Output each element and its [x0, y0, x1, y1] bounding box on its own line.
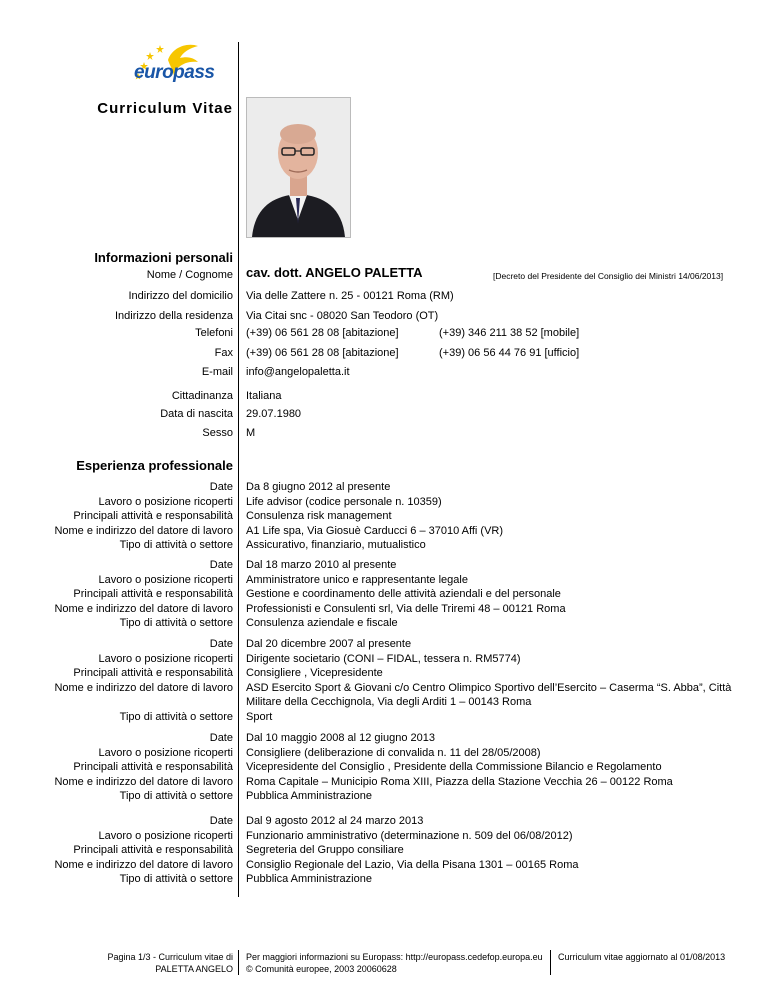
- value-activities: Vicepresidente del Consiglio , Presidente della Commissione Bilancio e Regolamento: [246, 761, 662, 774]
- value-employer: Professionisti e Consulenti srl, Via delle Triremi 48 – 00121 Roma: [246, 602, 566, 615]
- label-employer: Nome e indirizzo del datore di lavoro: [54, 775, 233, 788]
- label-employer: Nome e indirizzo del datore di lavoro: [54, 524, 233, 537]
- value-employer: Roma Capitale – Municipio Roma XIII, Piazza della Stazione Vecchia 26 – 00122 Roma: [246, 775, 673, 788]
- label-date: Date: [209, 481, 233, 493]
- value-position: Life advisor (codice personale n. 10359): [246, 495, 442, 508]
- label-activities: Principali attività e responsabilità: [73, 844, 233, 857]
- value-position: Funzionario amministrativo (determinazione n. 509 del 06/08/2012): [246, 829, 573, 842]
- label-position: Lavoro o posizione ricoperti: [98, 495, 233, 508]
- residence-label: Indirizzo della residenza: [114, 310, 233, 322]
- section-personal: Informazioni personali: [94, 250, 233, 265]
- value-date: Dal 20 dicembre 2007 al presente: [246, 638, 412, 650]
- decree-note: [Decreto del Presidente del Consiglio dei Ministri 14/06/2013]: [493, 271, 724, 281]
- entry-values: [246, 558, 566, 631]
- label-employer: Nome e indirizzo del datore di lavoro: [54, 858, 233, 871]
- entry-labels: [54, 814, 233, 887]
- section-experience: Esperienza professionale: [76, 458, 233, 473]
- value-sector: Sport: [246, 710, 273, 723]
- sex-value: M: [246, 427, 256, 439]
- value-sector: Pubblica Amministrazione: [246, 873, 372, 886]
- value-activities: Consigliere , Vicepresidente: [246, 667, 383, 680]
- fax-value-2: (+39) 06 56 44 76 91 [ufficio]: [439, 347, 580, 359]
- label-activities: Principali attività e responsabilità: [73, 667, 233, 680]
- label-position: Lavoro o posizione ricoperti: [98, 829, 233, 842]
- footer-divider-2: [550, 950, 551, 975]
- label-activities: Principali attività e responsabilità: [73, 510, 233, 523]
- label-employer: Nome e indirizzo del datore di lavoro: [54, 602, 233, 615]
- value-employer-cont: Militare della Cecchignola, Via degli Arditi 1 – 00143 Roma: [246, 696, 532, 709]
- footer-page-info: [107, 952, 233, 975]
- phone-value-1: (+39) 06 561 28 08 [abitazione]: [246, 327, 399, 339]
- label-position: Lavoro o posizione ricoperti: [98, 652, 233, 665]
- label-activities: Principali attività e responsabilità: [73, 588, 233, 601]
- value-position: Amministratore unico e rappresentante legale: [246, 573, 468, 586]
- label-sector: Tipo di attività o settore: [119, 539, 233, 552]
- name-value: cav. dott. ANGELO PALETTA: [246, 265, 423, 280]
- value-sector: Consulenza aziendale e fiscale: [246, 617, 398, 630]
- footer-page-line1: Pagina 1/3 - Curriculum vitae di: [107, 952, 233, 962]
- value-activities: Gestione e coordinamento delle attività aziendali e del personale: [246, 588, 561, 601]
- profile-photo: [246, 97, 351, 238]
- label-date: Date: [209, 559, 233, 571]
- label-position: Lavoro o posizione ricoperti: [98, 573, 233, 586]
- citizenship-label: Cittadinanza: [171, 390, 233, 402]
- entry-values: [246, 814, 578, 887]
- label-date: Date: [209, 638, 233, 650]
- person-portrait-icon: [247, 98, 350, 237]
- value-employer: ASD Esercito Sport & Giovani c/o Centro Olimpico Sportivo dell’Esercito – Caserma “S. Abba”, Città: [246, 681, 732, 694]
- residence-value: Via Citai snc - 08020 San Teodoro (OT): [246, 310, 439, 322]
- value-activities: Consulenza risk management: [246, 510, 392, 523]
- value-date: Dal 10 maggio 2008 al 12 giugno 2013: [246, 732, 435, 744]
- home-label: Indirizzo del domicilio: [128, 290, 233, 302]
- value-employer: Consiglio Regionale del Lazio, Via della Pisana 1301 – 00165 Roma: [246, 858, 579, 871]
- sex-label: Sesso: [202, 427, 233, 439]
- value-position: Consigliere (deliberazione di convalida n. 11 del 28/05/2008): [246, 746, 541, 759]
- fax-label: Fax: [214, 347, 233, 359]
- value-sector: Assicurativo, finanziario, mutualistico: [246, 539, 426, 552]
- europass-logo-text: europass: [134, 62, 215, 83]
- label-employer: Nome e indirizzo del datore di lavoro: [54, 681, 233, 694]
- footer-updated: Curriculum vitae aggiornato al 01/08/2013: [558, 952, 726, 962]
- label-sector: Tipo di attività o settore: [119, 790, 233, 803]
- entry-values: [246, 637, 731, 725]
- fax-value-1: (+39) 06 561 28 08 [abitazione]: [246, 347, 399, 359]
- citizenship-value: Italiana: [246, 390, 282, 402]
- entry-labels: [54, 558, 233, 631]
- label-date: Date: [209, 815, 233, 827]
- entry-labels: [54, 731, 233, 804]
- footer-page-line2: PALETTA ANGELO: [155, 963, 233, 974]
- entry-values: [246, 731, 673, 804]
- column-divider: [238, 42, 239, 897]
- phone-value-2: (+39) 346 211 38 52 [mobile]: [439, 327, 580, 339]
- birth-label: Data di nascita: [160, 408, 233, 420]
- doc-title: Curriculum Vitae: [97, 100, 233, 117]
- value-date: Dal 9 agosto 2012 al 24 marzo 2013: [246, 815, 424, 827]
- label-sector: Tipo di attività o settore: [119, 710, 233, 723]
- email-value[interactable]: info@angelopaletta.it: [246, 366, 350, 378]
- label-position: Lavoro o posizione ricoperti: [98, 746, 233, 759]
- birth-value: 29.07.1980: [246, 408, 302, 420]
- label-sector: Tipo di attività o settore: [119, 873, 233, 886]
- entry-labels: [54, 637, 233, 725]
- entry-values: [246, 480, 503, 553]
- footer-info-line2: © Comunità europee, 2003 20060628: [246, 963, 397, 974]
- label-sector: Tipo di attività o settore: [119, 617, 233, 630]
- europass-logo: [128, 40, 223, 92]
- footer-info-line1[interactable]: Per maggiori informazioni su Europass: http://europass.cedefop.europa.eu: [246, 952, 543, 962]
- name-label: Nome / Cognome: [146, 269, 233, 281]
- phone-label: Telefoni: [195, 327, 233, 339]
- value-employer: A1 Life spa, Via Giosuè Carducci 6 – 37010 Affi (VR): [246, 524, 504, 537]
- value-sector: Pubblica Amministrazione: [246, 790, 372, 803]
- footer-divider-1: [238, 950, 239, 975]
- value-activities: Segreteria del Gruppo consiliare: [246, 844, 404, 857]
- home-value: Via delle Zattere n. 25 - 00121 Roma (RM): [246, 290, 454, 302]
- footer-europass-info: [246, 952, 543, 975]
- value-position: Dirigente societario (CONI – FIDAL, tessera n. RM5774): [246, 652, 521, 665]
- label-activities: Principali attività e responsabilità: [73, 761, 233, 774]
- label-date: Date: [209, 732, 233, 744]
- value-date: Dal 18 marzo 2010 al presente: [246, 559, 397, 571]
- email-label: E-mail: [201, 366, 233, 378]
- entry-labels: [54, 480, 233, 553]
- value-date: Da 8 giugno 2012 al presente: [246, 481, 391, 493]
- label-spacer: [54, 695, 233, 710]
